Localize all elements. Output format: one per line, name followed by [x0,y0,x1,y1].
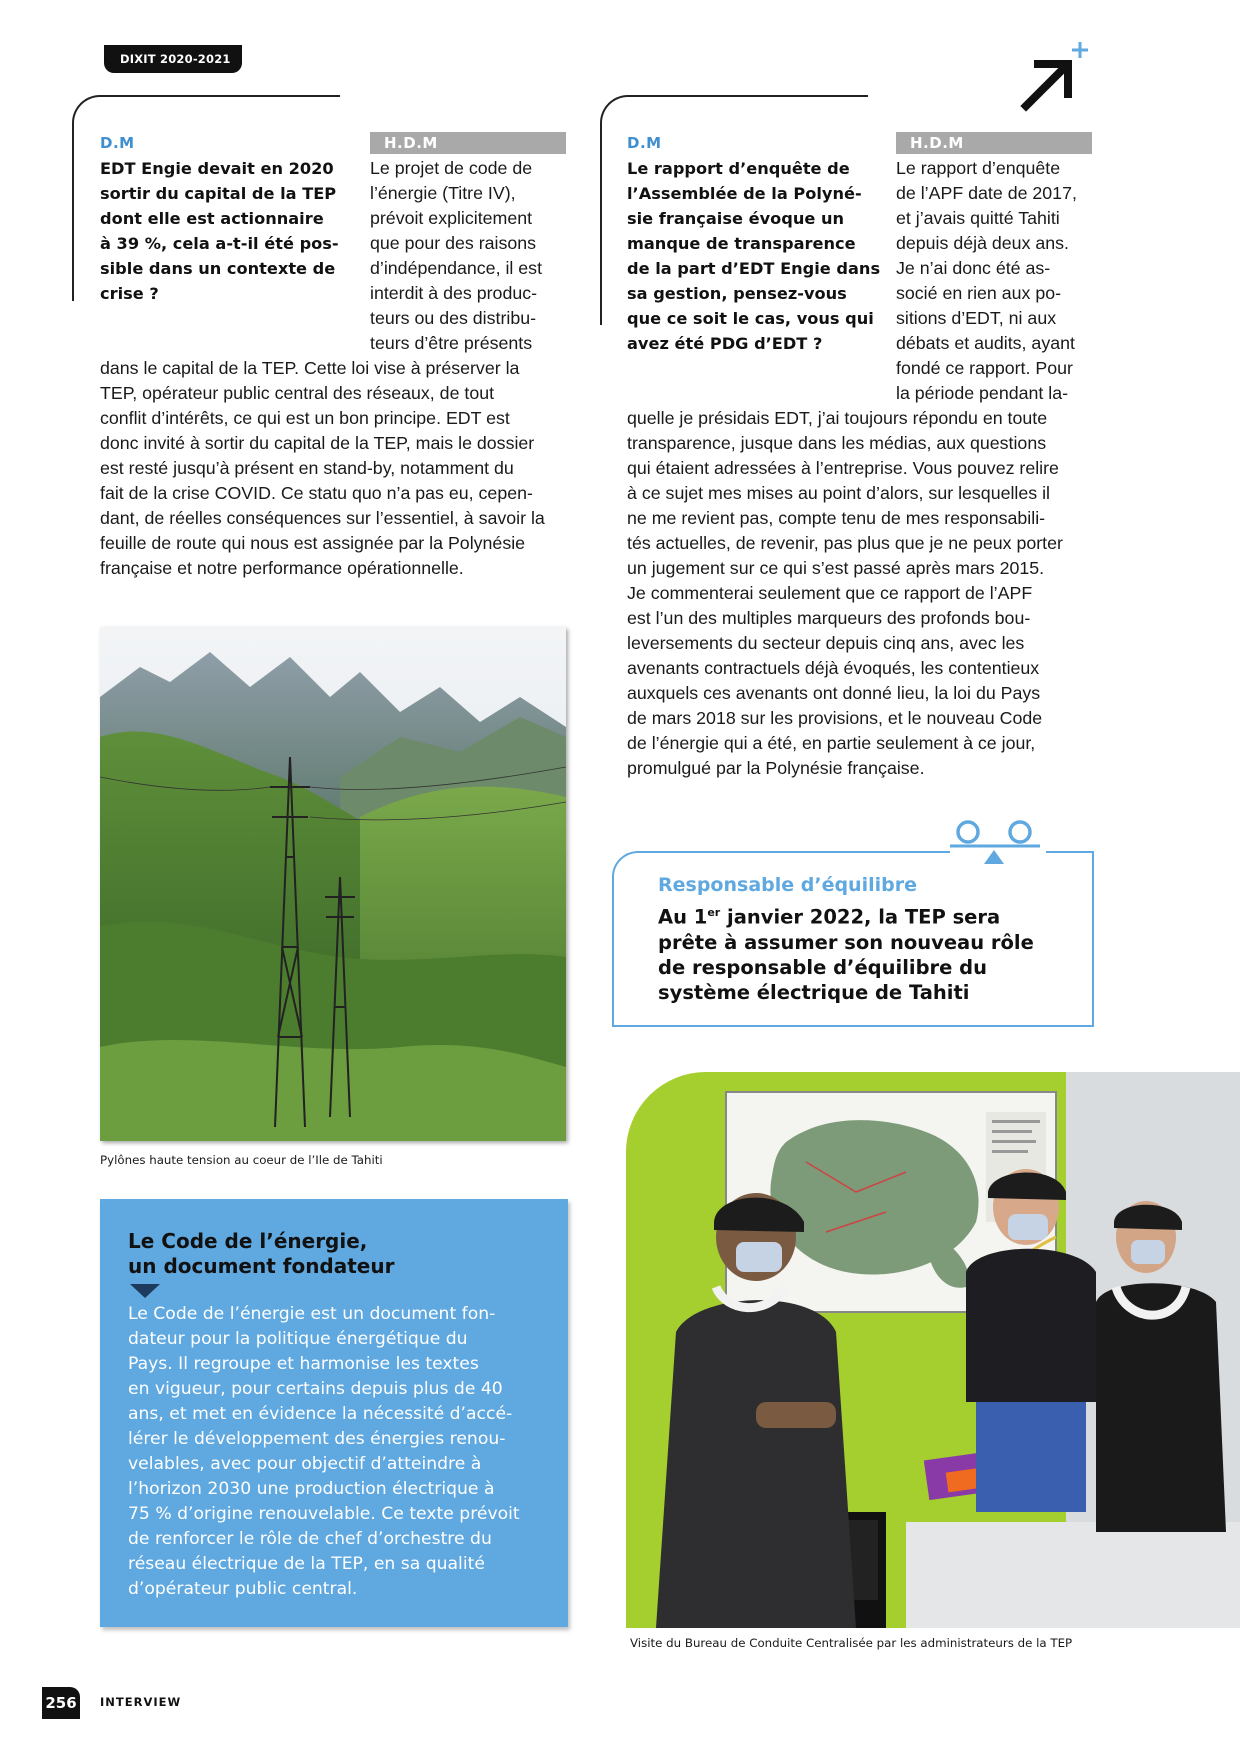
equilibre-text: Au 1er janvier 2022, la TEP sera prête à assumer son nouveau rôle de responsable d’équilibre du système électrique de Tahiti [658,905,1034,1004]
left-answer-body: dans le capital de la TEP. Cette loi vise à préserver la TEP, opérateur public central des réseaux, de tout conflit d’intérêts, ce qui est un bon principe. EDT est donc invité à sortir du capital de la TEP, mais le dossier est resté jusqu’à présent en stand-by, notamment du fait de la crise COVID. Ce statu quo n’a pas eu, cepen- dant, de réelles conséquences sur l’essentiel, à savoir la feuille de route qui nous est assignée par la Polynésie française et notre performance opérationnelle. [100,358,545,578]
code-energie-box [100,1199,568,1627]
right-answer-body: quelle je présidais EDT, j’ai toujours répondu en toute transparence, jusque dans les médias, aux questions qui étaient adressées à l’entreprise. Vous pouvez relire à ce sujet mes mises au point d’alors, sur lesquelles il ne me revient pas, compte tenu de mes responsabili- tés actuelles, de revenir, pas plus que je ne peux porter un jugement sur ce qui s’est passé après mars 2015. Je commenterai seulement que ce rapport de l’APF est l’un des multiples marqueurs des profonds bou- leversements du secteur depuis cinq ans, avec les avenants contractuels déjà évoqués, les contentieux auxquels ces avenants ont donné lieu, la loi du Pays de mars 2018 sur les provisions, et le nouveau Code de l’énergie qui a été, en partie seulement à ce jour, promulgué par la Polynésie française. [627,408,1063,778]
left-label-dm: D.M [100,134,135,152]
pylons-photo-illustration [100,627,566,1141]
header-tag: DIXIT 2020-2021 [104,45,242,73]
right-answer-top: Le rapport d’enquête de l’APF date de 2017, et j’avais quitté Tahiti depuis déjà deux ans. Je n’ai donc été as- socié en rien aux po- sitions d’EDT, ni aux débats et audits, ayant fondé ce rapport. Pour la période pendant la- [896,158,1077,403]
control-room-caption: Visite du Bureau de Conduite Centralisée par les administrateurs de la TEP [630,1636,1073,1650]
right-question: Le rapport d’enquête de l’Assemblée de la Polyné- sie française évoque un manque de transparence de la part d’EDT Engie dans sa gestion, pensez-vous que ce soit le cas, vous qui avez été PDG d’EDT ? [627,159,881,353]
code-box-title: Le Code de l’énergie, un document fondateur [128,1229,395,1278]
triangle-down-icon [130,1284,160,1298]
arrow-up-right-plus-icon [1018,40,1092,114]
right-label-dm: D.M [627,134,662,152]
section-name: INTERVIEW [100,1695,182,1709]
left-answer-top: Le projet de code de l’énergie (Titre IV), prévoit explicitement que pour des raisons d’indépendance, il est interdit à des produc- teurs ou des distribu- teurs d’être présents [370,158,543,353]
left-question: EDT Engie devait en 2020 sortir du capital de la TEP dont elle est actionnaire à 39 %, cela a-t-il été pos- sible dans un contexte de crise ? [100,159,339,303]
balance-scale-icon [950,818,1040,868]
left-label-hdm: H.D.M [370,132,566,154]
control-room-photo [626,1072,1240,1628]
page-number: 256 [42,1687,80,1719]
equilibre-title: Responsable d’équilibre [658,874,917,896]
control-room-illustration [626,1072,1240,1628]
right-label-hdm: H.D.M [896,132,1092,154]
pylons-photo [100,627,566,1141]
code-box-body: Le Code de l’énergie est un document fon- dateur pour la politique énergétique du Pays. Il regroupe et harmonise les textes en vigueur, pour certains depuis plus de 40 ans, et met en évidence la nécessité d’accé- lérer le développement des énergies renou- velables, avec pour objectif d’atteindre à l’horizon 2030 une production électrique à 75 % d’origine renouvelable. Ce texte prévoit de renforcer le rôle de chef d’orchestre du réseau électrique de la TEP, en sa qualité d’opérateur public central. [128,1304,520,1599]
pylons-caption: Pylônes haute tension au coeur de l’Ile de Tahiti [100,1153,383,1167]
